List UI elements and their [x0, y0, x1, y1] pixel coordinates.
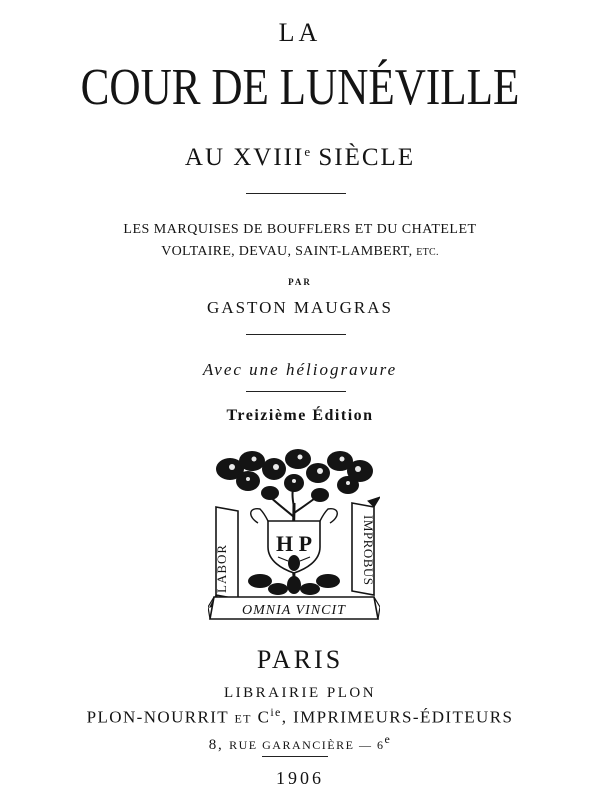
mark-ribbon-left-text: LABOR — [214, 543, 229, 593]
printers-role: , IMPRIMEURS-ÉDITEURS — [281, 707, 514, 727]
century-suffix: SIÈCLE — [310, 144, 416, 171]
century-subtitle — [0, 144, 600, 172]
by-label: PAR — [288, 277, 312, 287]
printers-mark-emblem — [208, 447, 380, 627]
mark-ribbon-right — [361, 515, 376, 586]
address-street: RUE GARANCIÈRE — 6 — [229, 738, 385, 752]
printers-et: ET — [234, 711, 252, 726]
century-sup: e — [304, 144, 311, 159]
mark-monogram: H P — [275, 531, 313, 556]
printers-name: PLON-NOURRIT — [86, 707, 229, 727]
imprint-publisher: LIBRAIRIE PLON — [223, 685, 377, 701]
printers-co-sup: ie — [270, 705, 282, 719]
divider-rule — [246, 391, 346, 392]
mark-ribbon-left — [214, 544, 229, 593]
imprint-year: 1906 — [276, 768, 324, 788]
divider-rule — [262, 756, 328, 757]
illustration-note: Avec une héliogravure — [202, 360, 398, 379]
address-number: 8, — [208, 737, 224, 753]
divider-rule — [246, 193, 346, 194]
subtitle-line-2-text: VOLTAIRE, DEVAU, SAINT-LAMBERT, — [161, 244, 413, 259]
author-name: GASTON MAUGRAS — [207, 298, 393, 317]
subtitle-line-2 — [0, 244, 600, 260]
main-title: COUR DE LUNÉVILLE — [80, 59, 520, 116]
divider-rule — [246, 334, 346, 335]
address-sup: e — [384, 732, 392, 746]
subtitle-etc: ETC. — [416, 247, 439, 258]
edition-label: Treizième Édition — [226, 407, 374, 424]
title-article: LA — [278, 18, 322, 47]
subtitle-line-1: LES MARQUISES DE BOUFFLERS ET DU CHATELET — [123, 222, 477, 237]
imprint-city: PARIS — [256, 645, 344, 674]
mark-banner: OMNIA VINCIT — [242, 603, 346, 618]
imprint-printers — [0, 705, 600, 728]
printers-co: C — [257, 707, 271, 727]
imprint-address — [0, 732, 600, 754]
mark-ribbon-right-text: IMPROBUS — [361, 515, 376, 586]
century-prefix: AU XVIII — [184, 144, 305, 171]
